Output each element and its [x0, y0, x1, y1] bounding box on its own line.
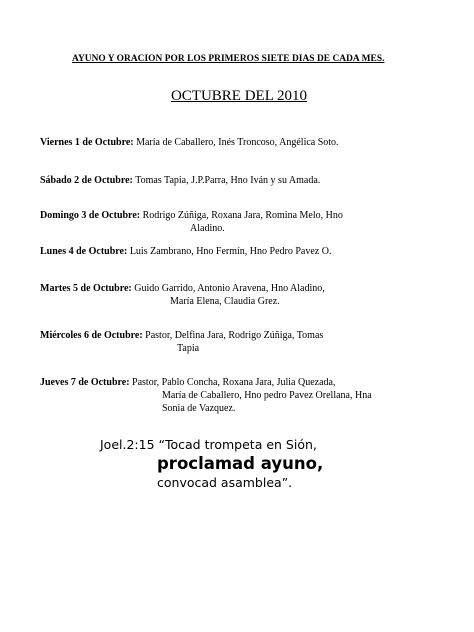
entry-day: Miércoles 6 de Octubre: — [40, 330, 143, 341]
entry-names: Guido Garrido, Antonio Aravena, Hno Aladino, — [131, 283, 325, 294]
entry-day: Viernes 1 de Octubre: — [40, 137, 134, 148]
prayer-entry-5 — [40, 282, 440, 308]
entry-day: Domingo 3 de Octubre: — [40, 210, 141, 221]
entry-names-continued-2: Sonia de Vazquez. — [162, 403, 236, 414]
verse-line-2: proclamad ayuno, — [157, 454, 324, 473]
entry-names-continued: Aladino. — [190, 223, 225, 234]
bible-verse — [100, 436, 440, 491]
entry-names: Rodrigo Zúñiga, Roxana Jara, Romina Melo, Hno — [140, 210, 343, 221]
document-header: AYUNO Y ORACION POR LOS PRIMEROS SIETE DIAS DE CADA MES. — [72, 54, 385, 64]
prayer-entry-3 — [40, 209, 440, 235]
entry-names-continued: María de Caballero, Hno pedro Pavez Orellana, Hna — [162, 390, 372, 401]
entry-day: Jueves 7 de Octubre: — [40, 377, 130, 388]
entry-names: Pastor, Delfina Jara, Rodrigo Zúñiga, Tomas — [142, 330, 324, 341]
entry-names: Pastor, Pablo Concha, Roxana Jara, Julia Quezada, — [129, 377, 336, 388]
entry-names: Tomas Tapia, J.P.Parra, Hno Iván y su Amada. — [132, 175, 321, 186]
entry-names: María de Caballero, Inés Troncoso, Angélica Soto. — [133, 137, 339, 148]
prayer-entry-2 — [40, 174, 440, 187]
entry-names-continued: Tapia — [177, 343, 200, 354]
prayer-entry-1 — [40, 136, 440, 149]
entry-names: Luis Zambrano, Hno Fermín, Hno Pedro Pavez O. — [127, 246, 332, 257]
entry-day: Lunes 4 de Octubre: — [40, 246, 128, 257]
prayer-entry-7 — [40, 376, 440, 415]
entry-names-continued: María Elena, Claudia Grez. — [170, 296, 280, 307]
prayer-entry-6 — [40, 329, 440, 355]
entry-day: Martes 5 de Octubre: — [40, 283, 132, 294]
prayer-entry-4 — [40, 245, 440, 258]
document-title: OCTUBRE DEL 2010 — [170, 88, 308, 104]
verse-line-1: Joel.2:15 “Tocad trompeta en Sión, — [100, 437, 317, 452]
verse-line-3: convocad asamblea”. — [157, 475, 293, 490]
entry-day: Sábado 2 de Octubre: — [40, 175, 133, 186]
